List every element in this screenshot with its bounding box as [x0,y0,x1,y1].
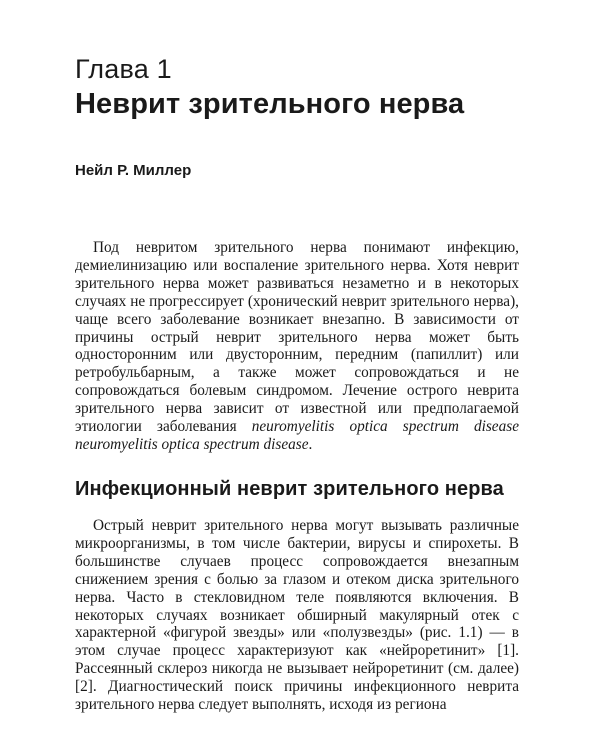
intro-text: Под невритом зрительного нерва понимают инфекцию, демиелинизацию или воспаление зрительного нерва. Хотя неврит зрительного нерва может развиваться незаметно и в некоторых случаях не прогрессирует (хронический неврит зрительного нерва), чаще всего заболевание возникает внезапно. В зависимости от причины острый неврит зрительного нерва может быть односторонним или двусторонним, передним (папиллит) или ретробульбарным, а также может сопровождаться и не сопровождаться болевым синдромом. Лечение острого неврита зрительного нерва зависит от известной или предполагаемой этиологии заболевания [75,239,519,436]
chapter-author: Нейл Р. Миллер [75,162,192,179]
section-paragraph: Острый неврит зрительного нерва могут вызывать различные микроорганизмы, в том числе бактерии, вирусы и спирохеты. В большинстве случаев процесс сопровождается внезапным снижением зрения с болью за глазом и отеком диска зрительного нерва. Часто в стекловидном теле появляются включения. В некоторых случаях возникает обширный макулярный отек с характерной «фигурой звезды» или «полузвезды» (рис. 1.1) — в этом случае процесс характеризуют как «нейроретинит» [1]. Рассеянный склероз никогда не вызывает нейроретинит (см. далее) [2]. Диагностический поиск причины инфекционного неврита зрительного нерва следует выполнять, исходя из региона [75,517,519,714]
intro-paragraph [75,239,519,454]
chapter-label: Глава 1 [75,54,172,84]
intro-text-end: . [308,435,313,453]
intro-italic-term: neuromyelitis optica spectrum disease neuromyelitis optica spectrum disease [75,418,519,453]
section-heading: Инфекционный неврит зрительного нерва [75,478,504,500]
chapter-title: Неврит зрительного нерва [75,88,465,120]
